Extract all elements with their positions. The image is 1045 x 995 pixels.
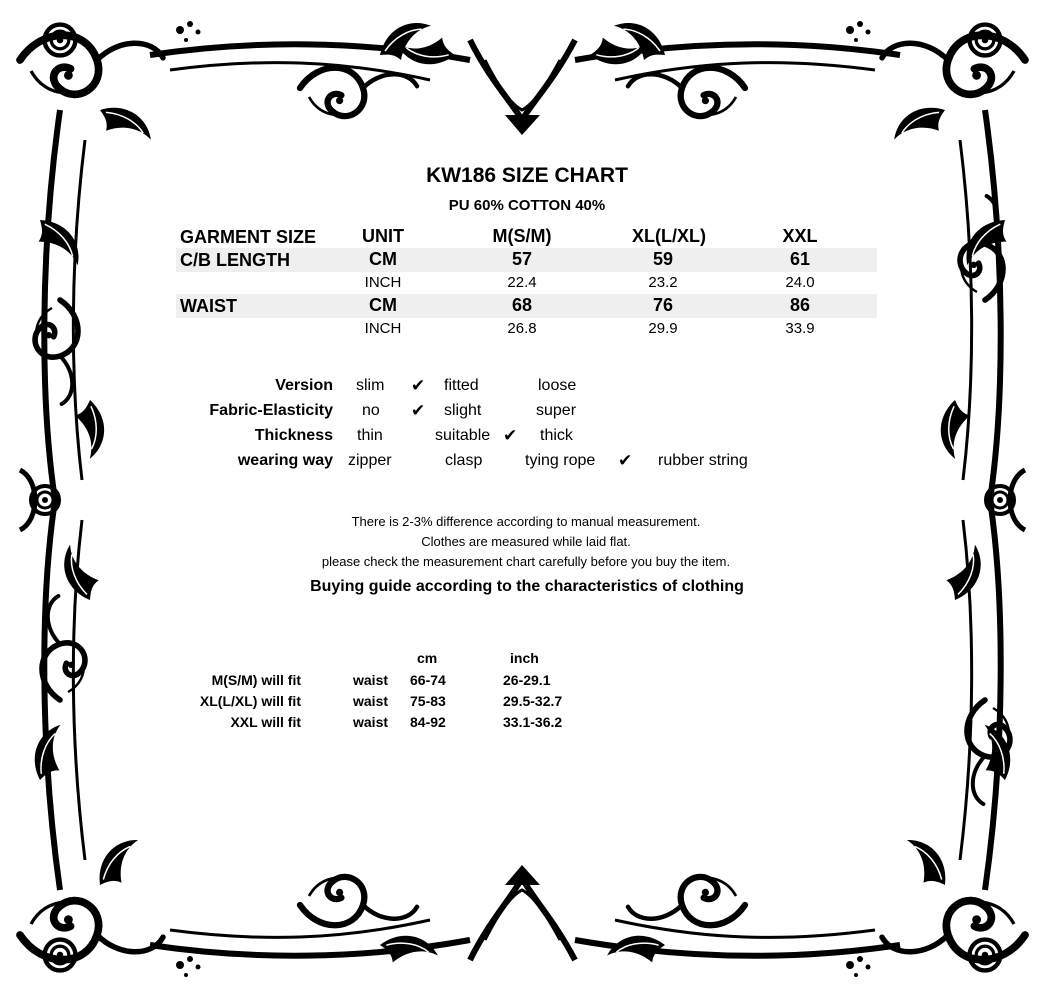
option-suitable: suitable	[435, 427, 491, 444]
header-size-xl: XL(L/XL)	[632, 226, 706, 246]
fit-part: waist	[353, 672, 389, 688]
check-icon: ✔	[503, 426, 518, 445]
option-loose: loose	[538, 377, 577, 394]
attribute-label-wearing-way: wearing way	[237, 452, 333, 469]
table-cell: 86	[789, 295, 811, 315]
check-icon: ✔	[411, 401, 426, 420]
table-cell: 57	[511, 249, 533, 269]
fit-cm-range: 84-92	[410, 714, 446, 730]
attribute-label-thickness: Thickness	[254, 427, 333, 444]
table-cell-unit: INCH	[364, 274, 402, 291]
table-cell-unit: INCH	[364, 320, 402, 337]
option-rubber-string: rubber string	[658, 452, 748, 469]
table-cell: 24.0	[785, 274, 815, 291]
table-cell: 23.2	[648, 274, 678, 291]
table-cell: 22.4	[507, 274, 537, 291]
header-garment-size: GARMENT SIZE	[180, 227, 317, 247]
fit-header-inch: inch	[510, 650, 539, 666]
table-cell: 26.8	[507, 320, 537, 337]
attribute-label-fabric-elasticity: Fabric-Elasticity	[209, 402, 333, 419]
material-composition: PU 60% COTTON 40%	[448, 197, 606, 214]
header-size-xxl: XXL	[782, 226, 818, 246]
fit-cm-range: 75-83	[410, 693, 446, 709]
table-cell: 33.9	[785, 320, 815, 337]
fit-cm-range: 66-74	[410, 672, 446, 688]
buying-guide-title: Buying guide according to the characteristics of clothing	[310, 578, 744, 595]
option-thin: thin	[357, 427, 383, 444]
option-slim: slim	[356, 377, 385, 394]
option-zipper: zipper	[348, 452, 392, 469]
option-no: no	[362, 402, 380, 419]
header-unit: UNIT	[362, 226, 404, 246]
table-cell: 76	[652, 295, 674, 315]
note-check-chart: please check the measurement chart carefully before you buy the item.	[321, 554, 731, 569]
check-icon: ✔	[411, 376, 426, 395]
table-cell: 59	[652, 249, 674, 269]
fit-part: waist	[353, 714, 389, 730]
note-measurement-difference: There is 2-3% difference according to manual measurement.	[351, 514, 701, 529]
option-tying-rope: tying rope	[525, 452, 596, 469]
option-slight: slight	[444, 402, 482, 419]
fit-size-label: XL(L/XL) will fit	[199, 693, 301, 709]
header-size-m: M(S/M)	[492, 226, 552, 246]
table-cell-unit: CM	[369, 249, 397, 269]
row-label-cb-length: C/B LENGTH	[180, 250, 290, 270]
fit-inch-range: 33.1-36.2	[503, 714, 563, 730]
option-fitted: fitted	[444, 377, 479, 394]
check-icon: ✔	[618, 451, 633, 470]
fit-size-label: XXL will fit	[230, 714, 301, 730]
fit-part: waist	[353, 693, 389, 709]
option-clasp: clasp	[445, 452, 483, 469]
table-cell: 29.9	[648, 320, 678, 337]
chart-title: KW186 SIZE CHART	[426, 164, 628, 187]
option-thick: thick	[540, 427, 573, 444]
table-cell: 68	[511, 295, 533, 315]
fit-size-label: M(S/M) will fit	[211, 672, 301, 688]
fit-inch-range: 26-29.1	[503, 672, 551, 688]
fit-header-cm: cm	[417, 650, 438, 666]
row-label-waist: WAIST	[180, 296, 237, 316]
fit-inch-range: 29.5-32.7	[503, 693, 563, 709]
attribute-label-version: Version	[275, 377, 333, 394]
table-cell-unit: CM	[369, 295, 397, 315]
table-cell: 61	[789, 249, 811, 269]
option-super: super	[536, 402, 577, 419]
note-laid-flat: Clothes are measured while laid flat.	[421, 534, 631, 549]
